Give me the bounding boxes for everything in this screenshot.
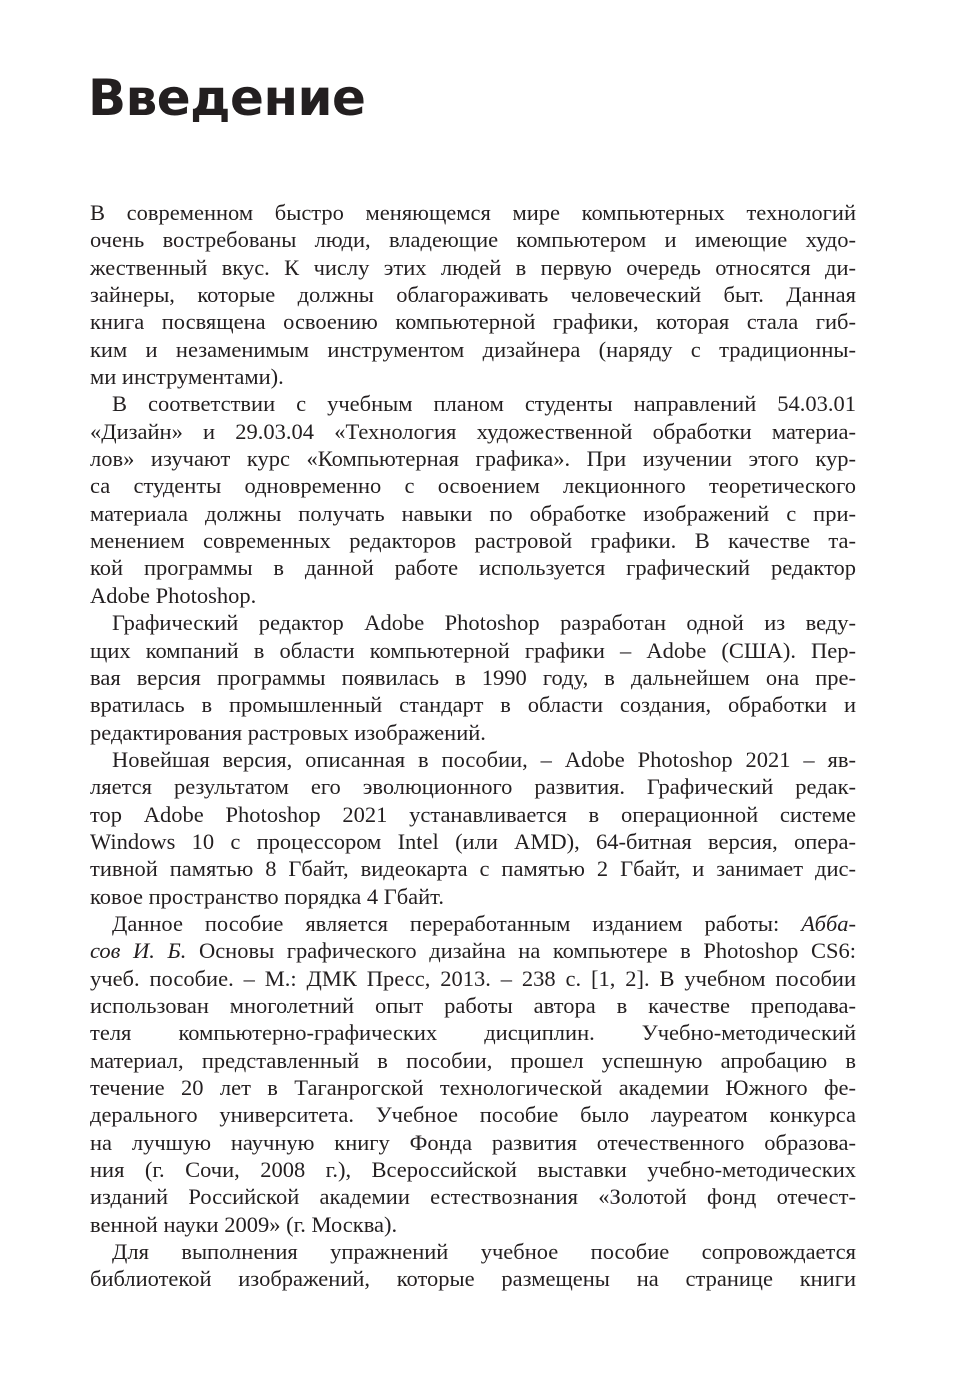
text-line: лов» изучают курс «Компьютерная графика». При изучении этого кур-: [90, 446, 856, 472]
paragraph-1: [90, 199, 856, 390]
paragraph-5: [90, 910, 856, 1238]
text-line: жественный вкус. К числу этих людей в первую очередь относятся ди-: [90, 254, 856, 280]
text-run: Основы графического дизайна на компьютере в Photoshop CS6:: [186, 938, 856, 964]
text-line: ми инструментами).: [90, 364, 284, 390]
text-line: вратилась в промышленный стандарт в области создания, обработки и: [90, 692, 856, 718]
text-line: зайнеры, которые должны облагораживать человеческий быт. Данная: [90, 282, 856, 308]
author-citation-italic: сов И. Б.: [90, 938, 187, 964]
text-run: Данное пособие является переработанным изданием работы:: [112, 910, 802, 936]
text-line: В соответствии с учебным планом студенты направлений 54.03.01: [112, 391, 856, 417]
paragraph-3: [90, 609, 856, 746]
text-line: кой программы в данной работе используется графический редактор: [90, 555, 856, 581]
text-line: течение 20 лет в Таганрогской технологической академии Южного фе-: [90, 1075, 856, 1100]
text-line: ляется результатом его эволюционного развития. Графический редак-: [90, 774, 856, 800]
text-line: библиотекой изображений, которые размещены на странице книги: [90, 1266, 856, 1292]
text-line: Для выполнения упражнений учебное пособие сопровождается: [112, 1239, 856, 1265]
text-line: использован многолетний опыт работы автора в качестве преподава-: [90, 992, 856, 1018]
text-line: венной науки 2009» (г. Москва).: [90, 1211, 398, 1237]
text-line: теля компьютерно-графических дисциплин. Учебно-методический: [90, 1020, 856, 1046]
text-line: дерального университета. Учебное пособие было лауреатом конкурса: [90, 1102, 856, 1128]
text-line: книга посвящена освоению компьютерной графики, которая стала гиб-: [90, 309, 856, 335]
text-line: [90, 910, 856, 937]
text-line: щих компаний в области компьютерной графики – Adobe (США). Пер-: [90, 637, 856, 663]
text-line: изданий Российской академии естествознания «Золотой фонд отечест-: [90, 1184, 856, 1210]
text-line: материала должны получать навыки по обработке изображений с при-: [90, 500, 856, 526]
paragraph-4: [90, 746, 856, 910]
text-line: [90, 937, 856, 964]
text-line: ковое пространство порядка 4 Гбайт.: [90, 883, 444, 909]
text-line: очень востребованы люди, владеющие компьютером и имеющие худо-: [90, 227, 856, 253]
text-line: тивной памятью 8 Гбайт, видеокарта с памятью 2 Гбайт, и занимает дис-: [90, 856, 856, 882]
text-line: редактирования растровых изображений.: [90, 719, 486, 745]
text-line: тор Adobe Photoshop 2021 устанавливается в операционной системе: [90, 801, 856, 827]
text-line: Графический редактор Adobe Photoshop разработан одной из веду-: [112, 610, 856, 636]
paragraph-2: [90, 390, 856, 609]
text-line: менением современных редакторов растровой графики. В качестве та-: [90, 528, 856, 554]
text-line: материал, представленный в пособии, прошел успешную апробацию в: [90, 1047, 856, 1073]
page-title: Введение: [88, 69, 366, 127]
paragraph-6: [90, 1238, 856, 1293]
text-line: Windows 10 с процессором Intel (или AMD), 64-битная версия, опера-: [90, 828, 856, 854]
author-citation-italic: Абба-: [801, 910, 856, 936]
text-line: на лучшую научную книгу Фонда развития отечественного образова-: [90, 1129, 856, 1155]
text-line: «Дизайн» и 29.03.04 «Технология художественной обработки материа-: [90, 418, 856, 444]
text-line: ния (г. Сочи, 2008 г.), Всероссийской выставки учебно-методических: [90, 1157, 856, 1183]
text-line: са студенты одновременно с освоением лекционного теоретического: [90, 473, 856, 499]
text-line: вая версия программы появилась в 1990 году, в дальнейшем она пре-: [90, 664, 856, 690]
body-text: [90, 199, 856, 1293]
text-line: Новейшая версия, описанная в пособии, – Adobe Photoshop 2021 – яв-: [112, 746, 856, 772]
text-line: Adobe Photoshop.: [90, 582, 257, 608]
text-line: ким и незаменимым инструментом дизайнера (наряду с традиционны-: [90, 336, 856, 362]
text-line: учеб. пособие. – М.: ДМК Пресс, 2013. – 238 с. [1, 2]. В учебном пособии: [90, 965, 856, 991]
text-line: В современном быстро меняющемся мире компьютерных технологий: [90, 200, 856, 225]
